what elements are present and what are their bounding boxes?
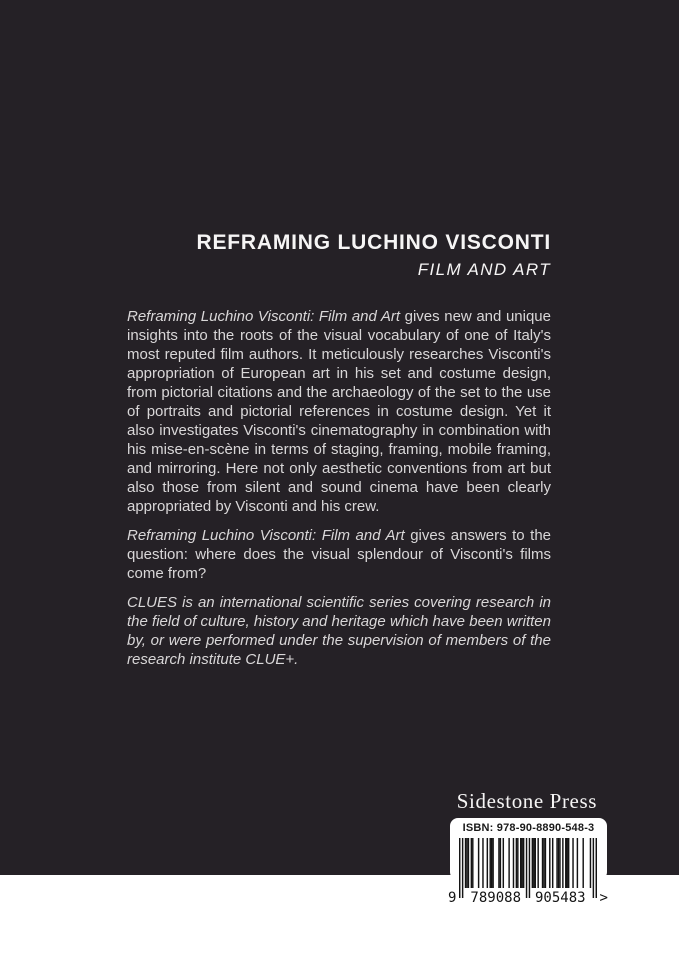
barcode-digit-right-group: 905483 <box>534 890 586 906</box>
barcode-quiet-zone-chevron: > <box>599 890 608 906</box>
book-title-inline: Reframing Luchino Visconti: Film and Art <box>127 308 401 325</box>
barcode-digit-lead: 9 <box>448 890 457 906</box>
ean13-barcode <box>459 838 597 898</box>
barcode-digits <box>446 890 610 906</box>
blurb-paragraph <box>127 307 551 516</box>
paragraph-text: gives new and unique insights into the roots of the visual vocabulary of one of Italy's most reputed film authors. It meticulously researches Visconti's appropriation of European art in his set and costume design, from pictorial citations and the archaeology of the set to the use of portraits and pictorial references in costume design. Yet it also investigates Visconti's cinematography in combination with his mise-en-scène in terms of staging, framing, mobile framing, and mirroring. Here not only aesthetic conventions from art but also those from silent and sound cinema have been clearly appropriated by Visconti and his crew. <box>127 308 551 515</box>
blurb <box>127 307 551 669</box>
blurb-paragraph <box>127 526 551 583</box>
cover-content <box>127 231 551 679</box>
book-title-inline: Reframing Luchino Visconti: Film and Art <box>127 527 405 544</box>
series-note-paragraph <box>127 593 551 669</box>
isbn-label: ISBN: 978-90-8890-548-3 <box>462 822 595 834</box>
barcode-digit-left-group: 789088 <box>470 890 521 906</box>
publisher-wordmark: Sidestone Press <box>456 789 597 813</box>
paragraph-text: gives answers to the question: where does the visual splendour of Visconti's films come from? <box>127 527 552 582</box>
book-subtitle: FILM AND ART <box>417 260 551 279</box>
book-title: REFRAMING LUCHINO VISCONTI <box>196 231 551 254</box>
paragraph-text: CLUES is an international scientific series covering research in the field of culture, history and heritage which have been written by, or were performed under the supervision of members of the research institute CLUE+. <box>127 594 551 668</box>
